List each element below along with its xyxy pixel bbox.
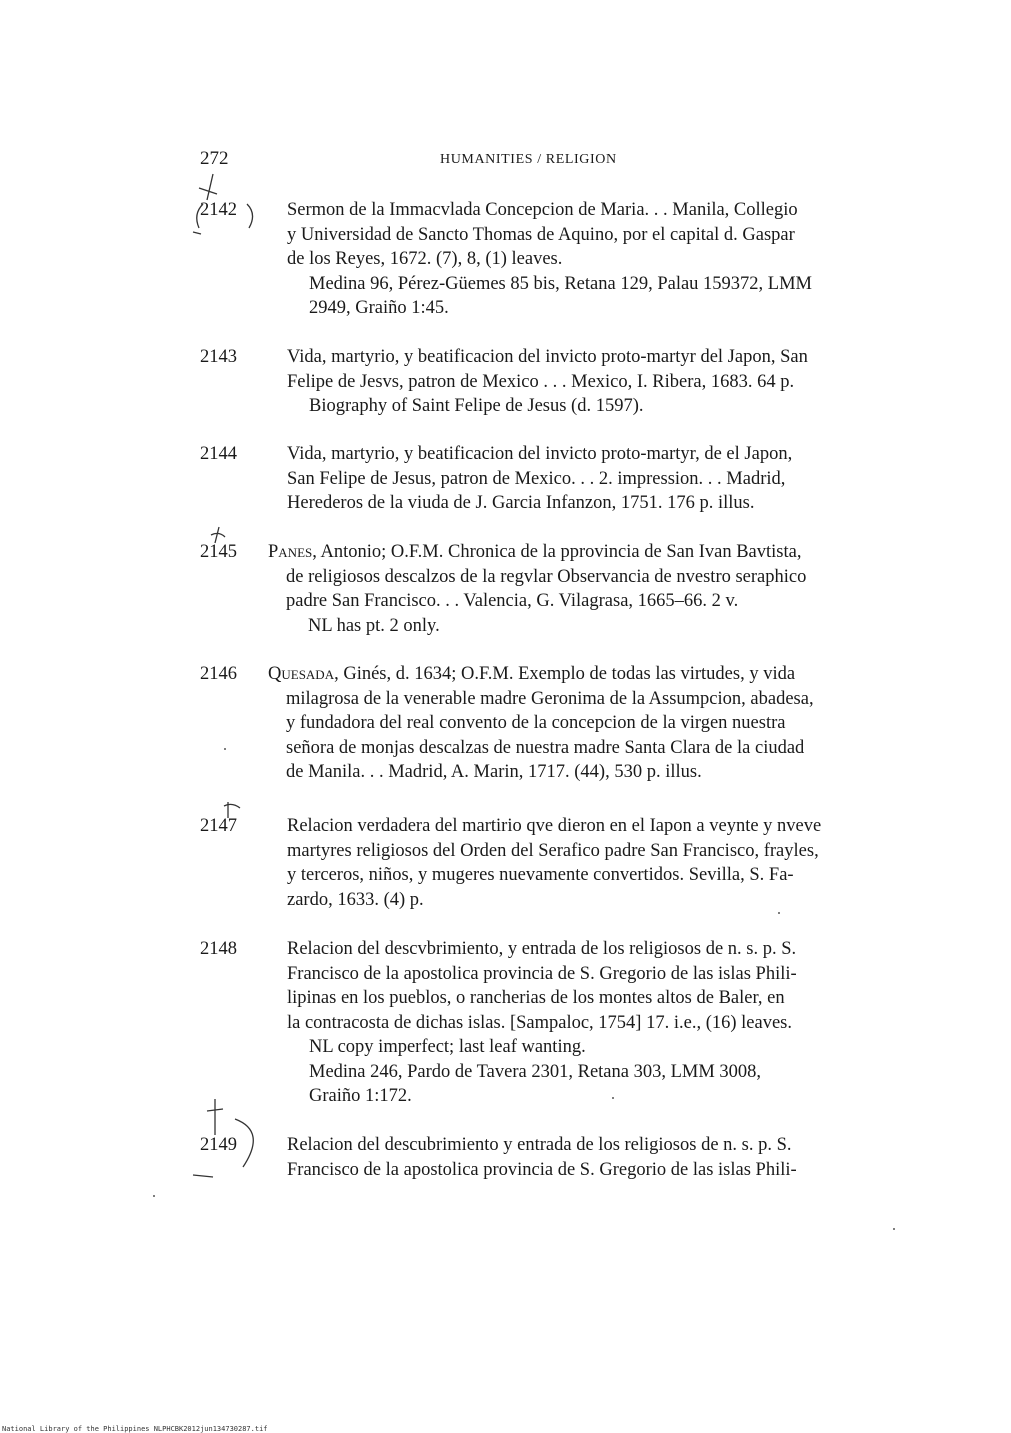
entry-body: [287, 937, 893, 1109]
entry-author: Quesada: [268, 664, 335, 684]
entry-line: y fundadora del real convento de la concepcion de la virgen nuestra: [286, 713, 786, 733]
entry-line: lipinas en los pueblos, o rancherias de los montes altos de Baler, en: [287, 988, 785, 1008]
entry-line: Felipe de Jesvs, patron de Mexico . . . Mexico, I. Ribera, 1683. 64 p.: [287, 371, 795, 392]
entry-line: Relacion del descvbrimiento, y entrada de los religiosos de n. s. p. S.: [287, 939, 797, 959]
entry-line: Francisco de la apostolica provincia de S. Gregorio de las islas Phili-: [287, 1159, 797, 1180]
entry-body: [287, 198, 893, 321]
entry-line-rest: Antonio; O.F.M. Chronica de la pprovincia de San Ivan Bavtista,: [320, 542, 802, 562]
entry-line: milagrosa de la venerable madre Geronima de la Assumpcion, abadesa,: [286, 688, 814, 709]
entry-line: Vida, martyrio, y beatificacion del invicto proto-martyr, de el Japon,: [287, 444, 793, 464]
scan-speck: [893, 1228, 895, 1230]
entry-line: Panes, Antonio; O.F.M. Chronica de la pprovincia de San Ivan Bavtista,: [268, 542, 802, 562]
entry-note: Graiño 1:172.: [309, 1086, 412, 1106]
entry-line: Relacion verdadera del martirio qve dieron en el Iapon a veynte y nveve: [287, 816, 822, 836]
handwritten-bracket-2142-mark: [185, 170, 265, 240]
entry-line: Vida, martyrio, y beatificacion del invicto proto-martyr del Japon, San: [287, 347, 808, 367]
entry-line: padre San Francisco. . . Valencia, G. Vilagrasa, 1665–66. 2 v.: [286, 591, 739, 611]
entry-number: 2142: [200, 200, 237, 220]
entry-line: martyres religiosos del Orden del Serafico padre San Francisco, frayles,: [287, 840, 819, 861]
entry-line: Relacion del descubrimiento y entrada de los religiosos de n. s. p. S.: [287, 1135, 792, 1155]
entry-body: [287, 814, 893, 912]
entry-note: Biography of Saint Felipe de Jesus (d. 1597).: [309, 396, 644, 416]
entry-note: 2949, Graiño 1:45.: [309, 298, 449, 318]
entry-line: zardo, 1633. (4) p.: [287, 889, 424, 910]
entry-body: [287, 1133, 893, 1182]
entry-note: NL copy imperfect; last leaf wanting.: [309, 1037, 586, 1057]
entry-line: de religiosos descalzos de la regvlar Observancia de nvestro seraphico: [286, 566, 807, 587]
running-head: HUMANITIES / RELIGION: [440, 152, 617, 167]
handwritten-check-2145-mark: [205, 525, 235, 553]
entry-body: [287, 345, 893, 419]
entry-number: 2149: [200, 1135, 237, 1155]
handwritten-bracket-2149-mark: [185, 1095, 270, 1180]
entry-body: [268, 662, 893, 785]
entry-line: de los Reyes, 1672. (7), 8, (1) leaves.: [287, 249, 563, 269]
scan-footer-label: National Library of the Philippines NLPHCBK2012jun134730287.tif: [2, 1425, 268, 1433]
entry-line-rest: Ginés, d. 1634; O.F.M. Exemplo de todas las virtudes, y vida: [343, 664, 796, 684]
entry-line: Quesada, Ginés, d. 1634; O.F.M. Exemplo de todas las virtudes, y vida: [268, 664, 796, 684]
entry-number: 2144: [200, 444, 237, 464]
entry-body: [268, 540, 893, 638]
entry-author: Panes: [268, 542, 313, 562]
entry-note: Medina 246, Pardo de Tavera 2301, Retana 303, LMM 3008,: [309, 1061, 762, 1082]
entry-line: y Universidad de Sancto Thomas de Aquino, por el capital d. Gaspar: [287, 224, 795, 245]
entry-note: NL has pt. 2 only.: [308, 615, 440, 636]
entry-number: 2143: [200, 347, 237, 367]
entry-number: 2145: [200, 542, 237, 562]
entry-number: 2147: [200, 816, 237, 836]
entry-line: señora de monjas descalzas de nuestra madre Santa Clara de la ciudad: [286, 737, 805, 758]
entry-line: Herederos de la viuda de J. Garcia Infanzon, 1751. 176 p. illus.: [287, 493, 755, 513]
entry-line: Sermon de la Immacvlada Concepcion de Maria. . . Manila, Collegio: [287, 200, 798, 220]
scan-speck: [224, 748, 226, 750]
entry-number: 2146: [200, 664, 237, 684]
scan-speck: [153, 1195, 155, 1197]
page-number: 272: [200, 148, 229, 169]
entry-line: San Felipe de Jesus, patron de Mexico. . . 2. impression. . . Madrid,: [287, 468, 786, 489]
entry-line: de Manila. . . Madrid, A. Marin, 1717. (44), 530 p. illus.: [286, 762, 702, 782]
entry-number: 2148: [200, 939, 237, 959]
handwritten-check-2147-mark: [218, 800, 248, 826]
entry-note: Medina 96, Pérez-Güemes 85 bis, Retana 129, Palau 159372, LMM: [309, 273, 813, 294]
scan-speck: [778, 912, 780, 914]
entry-body: [287, 442, 893, 516]
entry-line: Francisco de la apostolica provincia de S. Gregorio de las islas Phili-: [287, 963, 797, 984]
entry-line: y terceros, niños, y mugeres nuevamente convertidos. Sevilla, S. Fa-: [287, 865, 794, 885]
scan-speck: [612, 1097, 614, 1099]
entry-line: la contracosta de dichas islas. [Sampaloc, 1754] 17. i.e., (16) leaves.: [287, 1012, 792, 1033]
